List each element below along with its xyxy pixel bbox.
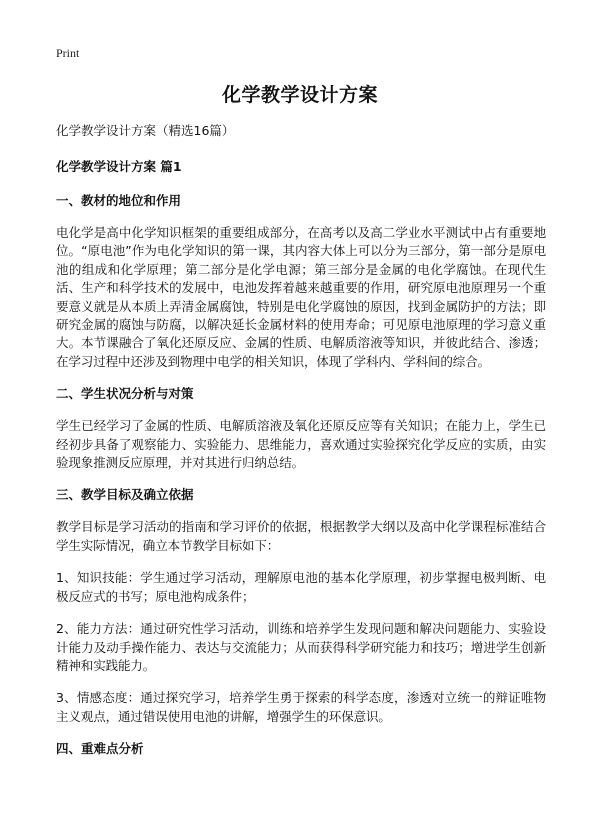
section-1 — [56, 192, 546, 371]
section-heading: 一、教材的地位和作用 — [56, 193, 182, 208]
section-2 — [56, 385, 546, 472]
page-title: 化学教学设计方案 — [221, 84, 378, 106]
section-heading: 二、学生状况分析与对策 — [56, 386, 194, 402]
section-4 — [56, 740, 546, 758]
section-paragraph: 2、能力方法：通过研究性学习活动，训练和培养学生发现问题和解决问题能力、实验设计能力及动手操作能力、表达与交流能力；从而获得科学研究能力和技巧；增进学生创新精神和实践能力。 — [56, 621, 546, 673]
document-body — [56, 122, 546, 772]
section-heading: 四、重难点分析 — [56, 741, 144, 757]
part-title: 化学教学设计方案 篇1 — [56, 159, 182, 174]
section-3 — [56, 486, 546, 726]
section-paragraph: 1、知识技能：学生通过学习活动，理解原电池的基本化学原理，初步掌握电极判断、电极反应式的书写；原电池构成条件； — [56, 570, 546, 604]
print-link[interactable]: Print — [56, 46, 80, 60]
section-paragraph: 教学目标是学习活动的指南和学习评价的依据，根据教学大纲以及高中化学课程标准结合学生实际情况，确立本节教学目标如下： — [56, 519, 546, 553]
section-paragraph: 3、情感态度：通过探究学习，培养学生勇于探索的科学态度，渗透对立统一的辩证唯物主义观点，通过错误使用电池的讲解，增强学生的环保意识。 — [56, 690, 546, 724]
section-heading: 三、教学目标及确立依据 — [56, 487, 194, 503]
section-paragraph: 学生已经学习了金属的性质、电解质溶液及氧化还原反应等有关知识；在能力上，学生已经初步具备了观察能力、实验能力、思维能力，喜欢通过实验探究化学反应的实质，由实验现象推测反应原理，并对其进行归纳总结。 — [56, 418, 546, 471]
document-subtitle: 化学教学设计方案（精选16篇） — [56, 123, 235, 138]
section-paragraph: 电化学是高中化学知识框架的重要组成部分，在高考以及高二学业水平测试中占有重要地位。“原电池”作为电化学知识的第一课，其内容大体上可以分为三部分，第一部分是原电池的组成和化学原理；第二部分是化学电源；第三部分是金属的电化学腐蚀。在现代生活、生产和科学技术的发展中，电池发挥着越来越重要的作用，研究原电池原理另一个重要意义就是从本质上弄清金属腐蚀，特别是电化学腐蚀的原因，找到金属防护的方法；即研究金属的腐蚀与防腐，以解决延长金属材料的使用寿命；可见原电池原理的学习意义重大。本节课融合了氧化还原反应、金属的性质、电解质溶液等知识，并彼此结合、渗透；在学习过程中还涉及到物理中电学的相关知识，体现了学科内、学科间的综合。 — [56, 225, 546, 369]
